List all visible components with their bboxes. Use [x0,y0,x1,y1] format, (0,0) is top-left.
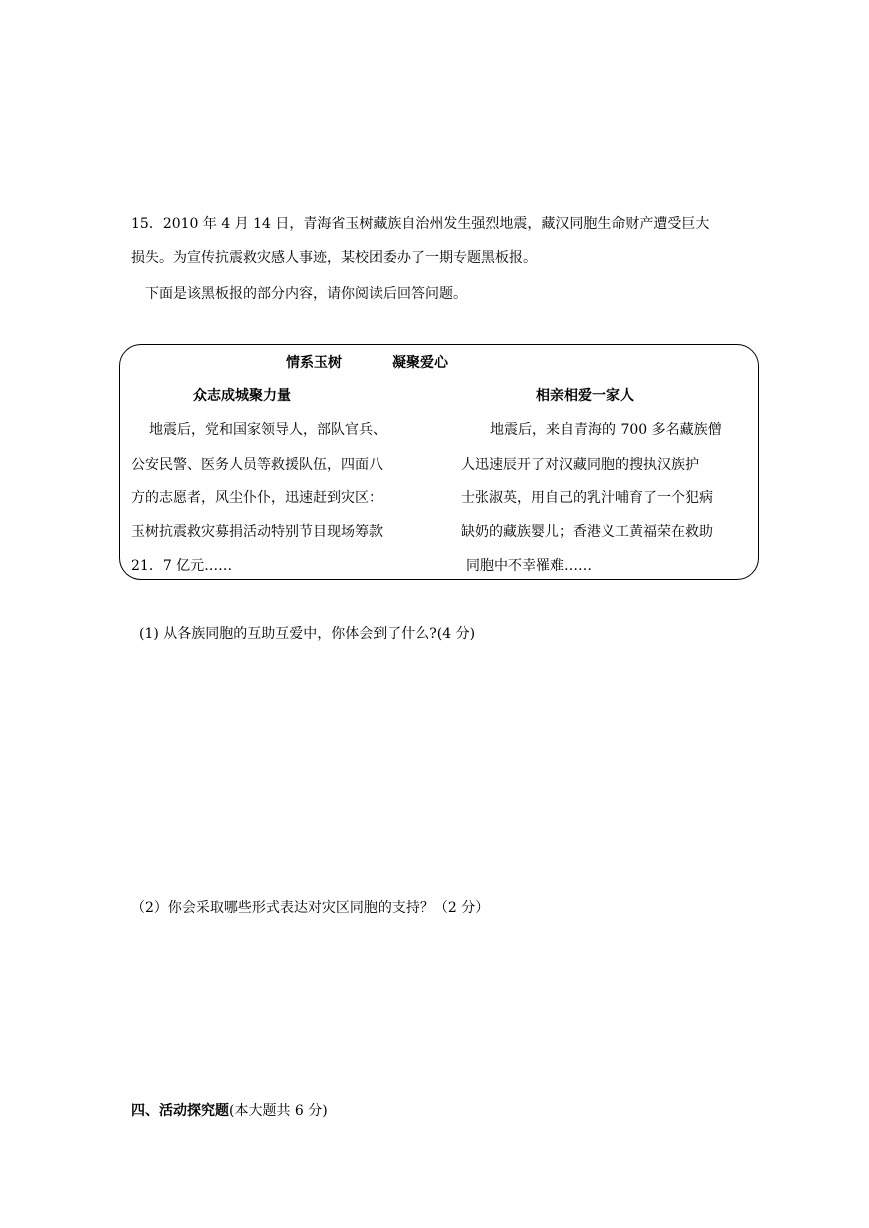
board-left-line: 21．7 亿元…… [131,558,233,574]
sub-question-1: (1) 从各族同胞的互助互爱中，你体会到了什么?(4 分) [139,626,476,642]
board-right-line: 地震后，来自青海的 700 多名藏族僧 [490,422,722,438]
board-right-line: 人迅速辰开了对汉藏同胞的搜执汉族护 [461,457,699,473]
section-4-title: 四、活动探究题 [131,1103,229,1119]
board-title-right: 凝聚爱心 [392,355,448,371]
board-right-line: 士张淑英，用自己的乳汁哺育了一个犯病 [461,490,713,506]
section-4-note: (本大题共 6 分) [229,1103,328,1119]
section-4-heading [131,1101,328,1121]
board-title-left: 情系玉树 [286,355,342,371]
question-15-line-1: 15．2010 年 4 月 14 日，青海省玉树藏族自治州发生强烈地震，藏汉同胞生命财产遭受巨大 [131,216,710,232]
sub-question-2: （2）你会采取哪些形式表达对灾区同胞的支持？（2 分） [131,900,490,916]
question-15-line-2: 损失。为宣传抗震救灾感人事迹，某校团委办了一期专题黑板报。 [131,250,537,266]
board-left-heading: 众志成城聚力量 [193,388,291,404]
board-left-line: 公安民警、医务人员等救援队伍，四面八 [131,457,383,473]
board-left-line: 玉树抗震救灾募捐活动特别节目现场筹款 [131,524,383,540]
board-right-heading: 相亲相爱一家人 [536,388,634,404]
board-left-line: 方的志愿者，风尘仆仆，迅速赶到灾区： [131,490,383,506]
question-15-line-3: 下面是该黑板报的部分内容，请你阅读后回答问题。 [145,286,467,302]
board-right-line: 同胞中不幸罹难…… [466,558,592,574]
board-left-line: 地震后，党和国家领导人，部队官兵、 [149,422,387,438]
board-right-line: 缺奶的藏族婴儿；香港义工黄福荣在救助 [461,524,713,540]
